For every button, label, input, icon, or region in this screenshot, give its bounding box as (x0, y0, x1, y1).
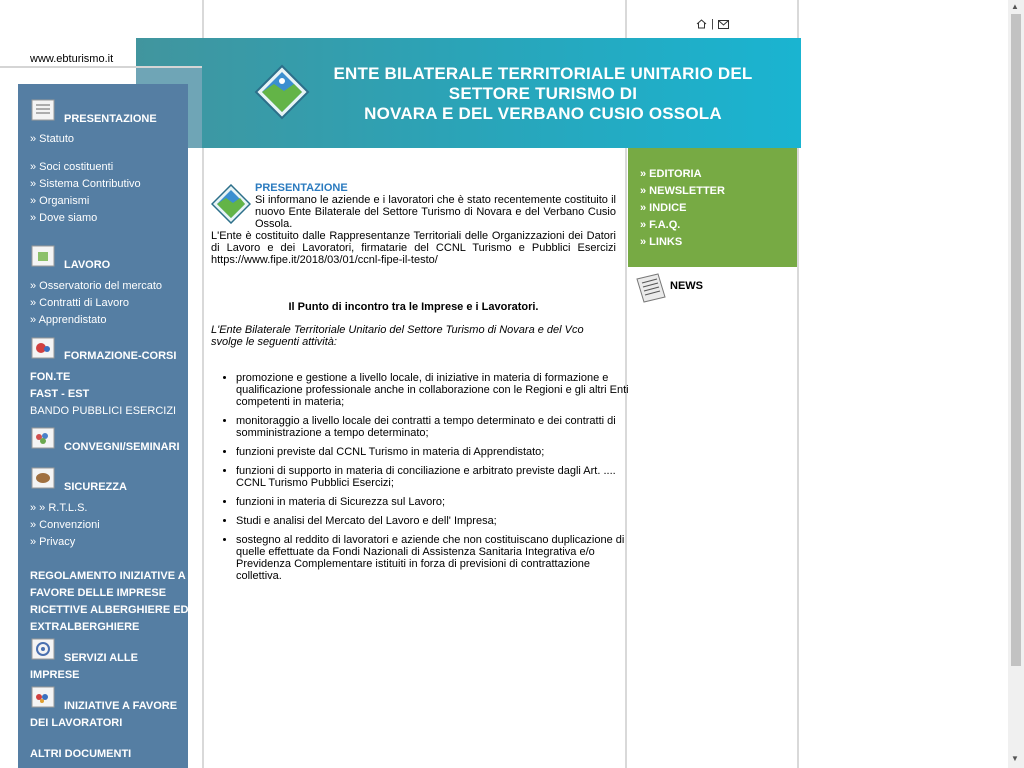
sidebar-item-sistema[interactable]: » Sistema Contributivo (30, 178, 141, 190)
scroll-up-icon[interactable]: ▲ (1011, 2, 1019, 11)
activity-item: • sostegno al reddito di lavoratori e aziende che non costituiscano duplicazione di quelle effettuate da Fondi Nazionali di Assistenza Sanitaria Integrativa e/o Previdenza Complementare istituiti in forza di previsioni di contrattazione collettiva. (236, 534, 636, 582)
sidebar-item-bando[interactable]: BANDO PUBBLICI ESERCIZI (30, 405, 177, 417)
training-icon (30, 336, 58, 360)
work-icon (30, 244, 58, 268)
sidebar-item-apprendistato[interactable]: » Apprendistato (30, 314, 107, 326)
sidebar-item-regolamento-1[interactable]: REGOLAMENTO INIZIATIVE A (30, 570, 186, 582)
sidebar-item-regolamento-2[interactable]: FAVORE DELLE IMPRESE (30, 587, 167, 599)
sidebar-item-sicurezza[interactable]: SICUREZZA (64, 481, 127, 493)
activity-item: • promozione e gestione a livello locale, di iniziative in materia di formazione e qualificazione professionale anche in collaborazione con le Regioni e gli altri Enti competenti in materia; (236, 372, 636, 408)
banner-title (308, 64, 778, 124)
presentation-text: Si informano le aziende e i lavoratori che è stato recentemente costituito il nuovo Ente Bilaterale del Settore Turismo di Novara e del Verbano Cusio Ossola. (255, 194, 616, 230)
activities-list (216, 372, 636, 589)
quick-links-box (628, 148, 797, 267)
presentation-title: PRESENTAZIONE (255, 182, 348, 194)
safety-icon (30, 466, 58, 490)
sidebar-item-rtls[interactable]: » » R.T.L.S. (30, 502, 88, 514)
meeting-point-heading: Il Punto di incontro tra le Imprese e i Lavoratori. (288, 301, 539, 313)
workers-icon (30, 685, 58, 709)
sidebar-item-altri[interactable]: ALTRI DOCUMENTI (30, 748, 132, 760)
sidebar-item-presentazione[interactable]: PRESENTAZIONE (64, 113, 157, 125)
news-heading[interactable]: NEWS (670, 280, 703, 292)
link-newsletter[interactable]: » NEWSLETTER (640, 185, 725, 197)
activity-item: • Studi e analisi del Mercato del Lavoro e dell' Impresa; (236, 515, 636, 527)
banner-title-line2: SETTORE TURISMO DI (448, 84, 638, 103)
separator: | (711, 18, 714, 30)
sidebar-item-iniziative-2[interactable]: DEI LAVORATORI (30, 717, 123, 729)
sidebar-item-lavoro[interactable]: LAVORO (64, 259, 111, 271)
site-link[interactable]: www.ebturismo.it (30, 53, 114, 65)
mail-icon[interactable] (718, 20, 729, 29)
link-links[interactable]: » LINKS (640, 236, 683, 248)
sidebar-item-servizi-2[interactable]: IMPRESE (30, 669, 80, 681)
activities-intro: L'Ente Bilaterale Territoriale Unitario del Settore Turismo di Novara e del Vco svolge le seguenti attività: (211, 324, 584, 348)
sidebar-item-regolamento-3[interactable]: RICETTIVE ALBERGHIERE ED (30, 604, 189, 616)
banner-title-line1: ENTE BILATERALE TERRITORIALE UNITARIO DEL (333, 64, 753, 83)
presentation-logo-icon (211, 184, 251, 227)
newspaper-icon (634, 271, 668, 308)
scroll-down-icon[interactable]: ▼ (1011, 754, 1019, 763)
document-icon (30, 98, 58, 122)
sidebar-item-contratti[interactable]: » Contratti di Lavoro (30, 297, 130, 309)
sidebar-item-statuto[interactable]: » Statuto (30, 133, 75, 145)
sidebar-item-convegni[interactable]: CONVEGNI/SEMINARI (64, 441, 180, 453)
link-indice[interactable]: » INDICE (640, 202, 687, 214)
sidebar (18, 84, 188, 768)
presentation-text-2: L'Ente è costituito dalle Rappresentanze Territoriali delle Organizzazioni dei Datori di Lavoro e dei Lavoratori, firmatarie del CCNL Turismo e Pubblici Esercizi https://www.fipe.it/2018/03/01/ccnl-fipe-il-testo/ (211, 230, 616, 266)
activity-item: • funzioni in materia di Sicurezza sul Lavoro; (236, 496, 636, 508)
home-icon[interactable] (696, 19, 707, 29)
sidebar-item-organismi[interactable]: » Organismi (30, 195, 90, 207)
link-faq[interactable]: » F.A.Q. (640, 219, 681, 231)
events-icon (30, 426, 58, 450)
logo-icon (254, 64, 310, 123)
sidebar-item-soci[interactable]: » Soci costituenti (30, 161, 114, 173)
sidebar-item-convenzioni[interactable]: » Convenzioni (30, 519, 100, 531)
sidebar-item-dove[interactable]: » Dove siamo (30, 212, 98, 224)
activity-item: • monitoraggio a livello locale dei contratti a tempo determinato e dei contratti di somministrazione a tempo determinato; (236, 415, 636, 439)
sidebar-item-osservatorio[interactable]: » Osservatorio del mercato (30, 280, 163, 292)
scrollbar-thumb[interactable] (1011, 14, 1021, 666)
link-editoria[interactable]: » EDITORIA (640, 168, 702, 180)
sidebar-item-regolamento-4[interactable]: EXTRALBERGHIERE (30, 621, 140, 633)
sidebar-item-iniziative-1[interactable]: INIZIATIVE A FAVORE (64, 700, 178, 712)
sidebar-item-fast[interactable]: FAST - EST (30, 388, 90, 400)
services-icon (30, 637, 58, 661)
top-icons (696, 18, 729, 30)
banner-title-line3: NOVARA E DEL VERBANO CUSIO OSSOLA (364, 104, 722, 123)
activity-item: • funzioni di supporto in materia di conciliazione e arbitrato previste dagli Art. .... CCNL Turismo Pubblici Esercizi; (236, 465, 636, 489)
sidebar-item-privacy[interactable]: » Privacy (30, 536, 76, 548)
sidebar-item-servizi-1[interactable]: SERVIZI ALLE (64, 652, 138, 664)
header-rule (0, 66, 202, 68)
sidebar-item-formazione[interactable]: FORMAZIONE-CORSI (64, 350, 177, 362)
activity-item: • funzioni previste dal CCNL Turismo in materia di Apprendistato; (236, 446, 636, 458)
sidebar-item-fonte[interactable]: FON.TE (30, 371, 71, 383)
